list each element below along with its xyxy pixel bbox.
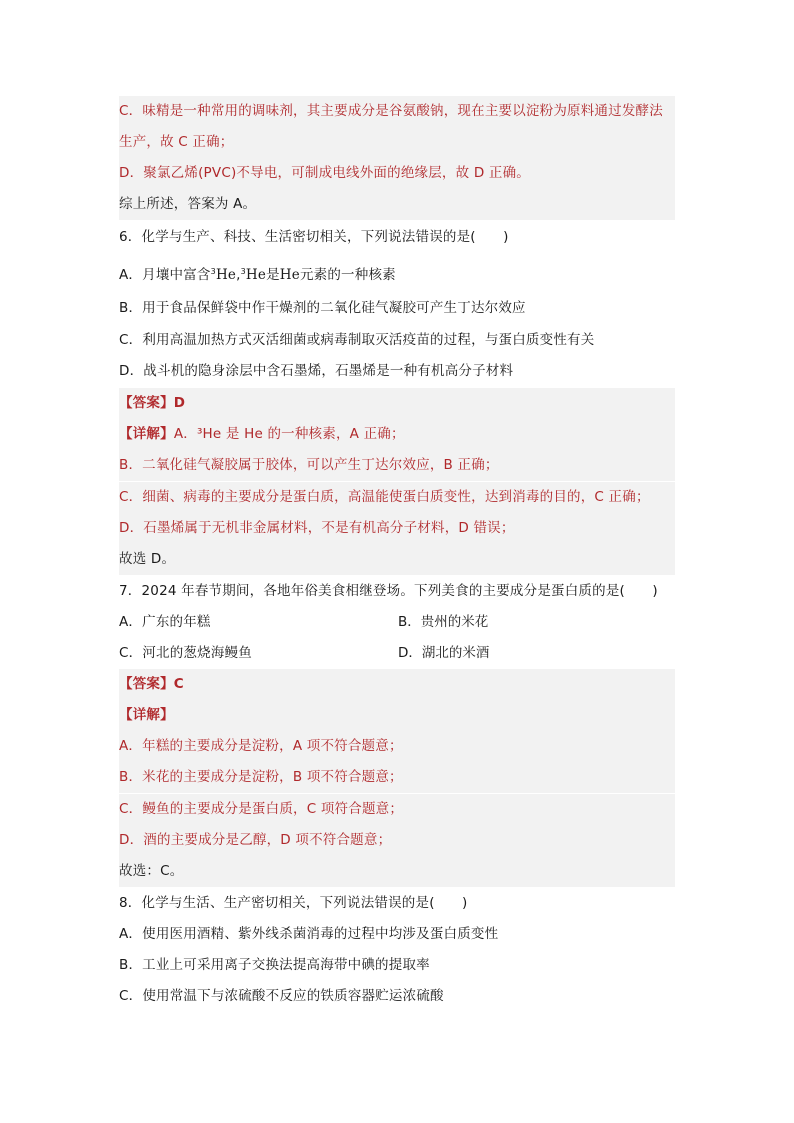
q7-option-d: D．湖北的米酒: [398, 645, 490, 661]
q8-option-a: A．使用医用酒精、紫外线杀菌消毒的过程中均涉及蛋白质变性: [119, 926, 499, 942]
q7-conclusion: 故选：C。: [119, 856, 675, 887]
q7-detail-label: 【详解】: [119, 700, 675, 731]
q7-detail-b: B．米花的主要成分是淀粉，B 项不符合题意；: [119, 762, 675, 793]
q6-option-b: B．用于食品保鲜袋中作干燥剂的二氧化硅气凝胶可产生丁达尔效应: [119, 300, 526, 316]
q6-stem: 6．化学与生产、科技、生活密切相关，下列说法错误的是( ): [119, 229, 509, 245]
prev-answer-d-line: D．聚氯乙烯(PVC)不导电，可制成电线外面的绝缘层，故 D 正确。: [119, 158, 675, 189]
q6-option-a-sup1: 3: [210, 267, 216, 276]
q8-option-b: B．工业上可采用离子交换法提高海带中碘的提取率: [119, 957, 430, 973]
q6-option-a-prefix: A．月壤中富含: [119, 267, 211, 283]
q7-detail-c: C．鳗鱼的主要成分是蛋白质，C 项符合题意；: [119, 794, 675, 825]
q7-detail-d: D．酒的主要成分是乙醇，D 项不符合题意；: [119, 825, 675, 856]
prev-answer-c-line2: 生产，故 C 正确；: [119, 127, 675, 158]
q6-answer: 【答案】D: [119, 388, 675, 419]
q8-option-c: C．使用常温下与浓硫酸不反应的铁质容器贮运浓硫酸: [119, 988, 444, 1004]
q6-option-a-sup2: 3: [240, 267, 246, 276]
q6-option-a-he1: He: [215, 267, 237, 283]
prev-answer-summary: 综上所述，答案为 A。: [119, 189, 675, 220]
q6-conclusion: 故选 D。: [119, 544, 675, 575]
q7-answer: 【答案】C: [119, 669, 675, 700]
q7-option-c: C．河北的葱烧海鳗鱼: [119, 645, 252, 661]
q7-detail-a: A．年糕的主要成分是淀粉，A 项不符合题意；: [119, 731, 675, 762]
q7-option-a: A．广东的年糕: [119, 614, 211, 630]
q7-option-b: B．贵州的米花: [398, 614, 489, 630]
q6-detail-a-line: [119, 419, 675, 450]
q6-detail-c: C．细菌、病毒的主要成分是蛋白质，高温能使蛋白质变性，达到消毒的目的，C 正确；: [119, 482, 675, 513]
q6-detail-b: B．二氧化硅气凝胶属于胶体，可以产生丁达尔效应，B 正确；: [119, 450, 675, 481]
q6-option-a-comma: ,: [236, 267, 241, 283]
q6-detail-d: D．石墨烯属于无机非金属材料，不是有机高分子材料，D 错误；: [119, 513, 675, 544]
prev-answer-c-line1: C．味精是一种常用的调味剂，其主要成分是谷氨酸钠，现在主要以淀粉为原料通过发酵法: [119, 96, 675, 127]
q6-option-a-he3: He: [279, 267, 300, 283]
q6-option-a-he2: He: [245, 267, 267, 283]
q6-option-a-mid: 是: [266, 267, 280, 283]
q6-option-a: [119, 256, 675, 287]
q6-option-c: C．利用高温加热方式灭活细菌或病毒制取灭活疫苗的过程，与蛋白质变性有关: [119, 332, 595, 348]
q6-option-d: D．战斗机的隐身涂层中含石墨烯，石墨烯是一种有机高分子材料: [119, 363, 514, 379]
q8-stem: 8．化学与生活、生产密切相关，下列说法错误的是( ): [119, 895, 468, 911]
q6-detail-label: 【详解】: [119, 426, 174, 442]
q6-detail-a: A．³He 是 He 的一种核素，A 正确；: [173, 426, 405, 442]
q7-stem: 7．2024 年春节期间，各地年俗美食相继登场。下列美食的主要成分是蛋白质的是( ): [119, 583, 658, 599]
q6-option-a-suffix: 元素的一种核素: [299, 267, 396, 283]
